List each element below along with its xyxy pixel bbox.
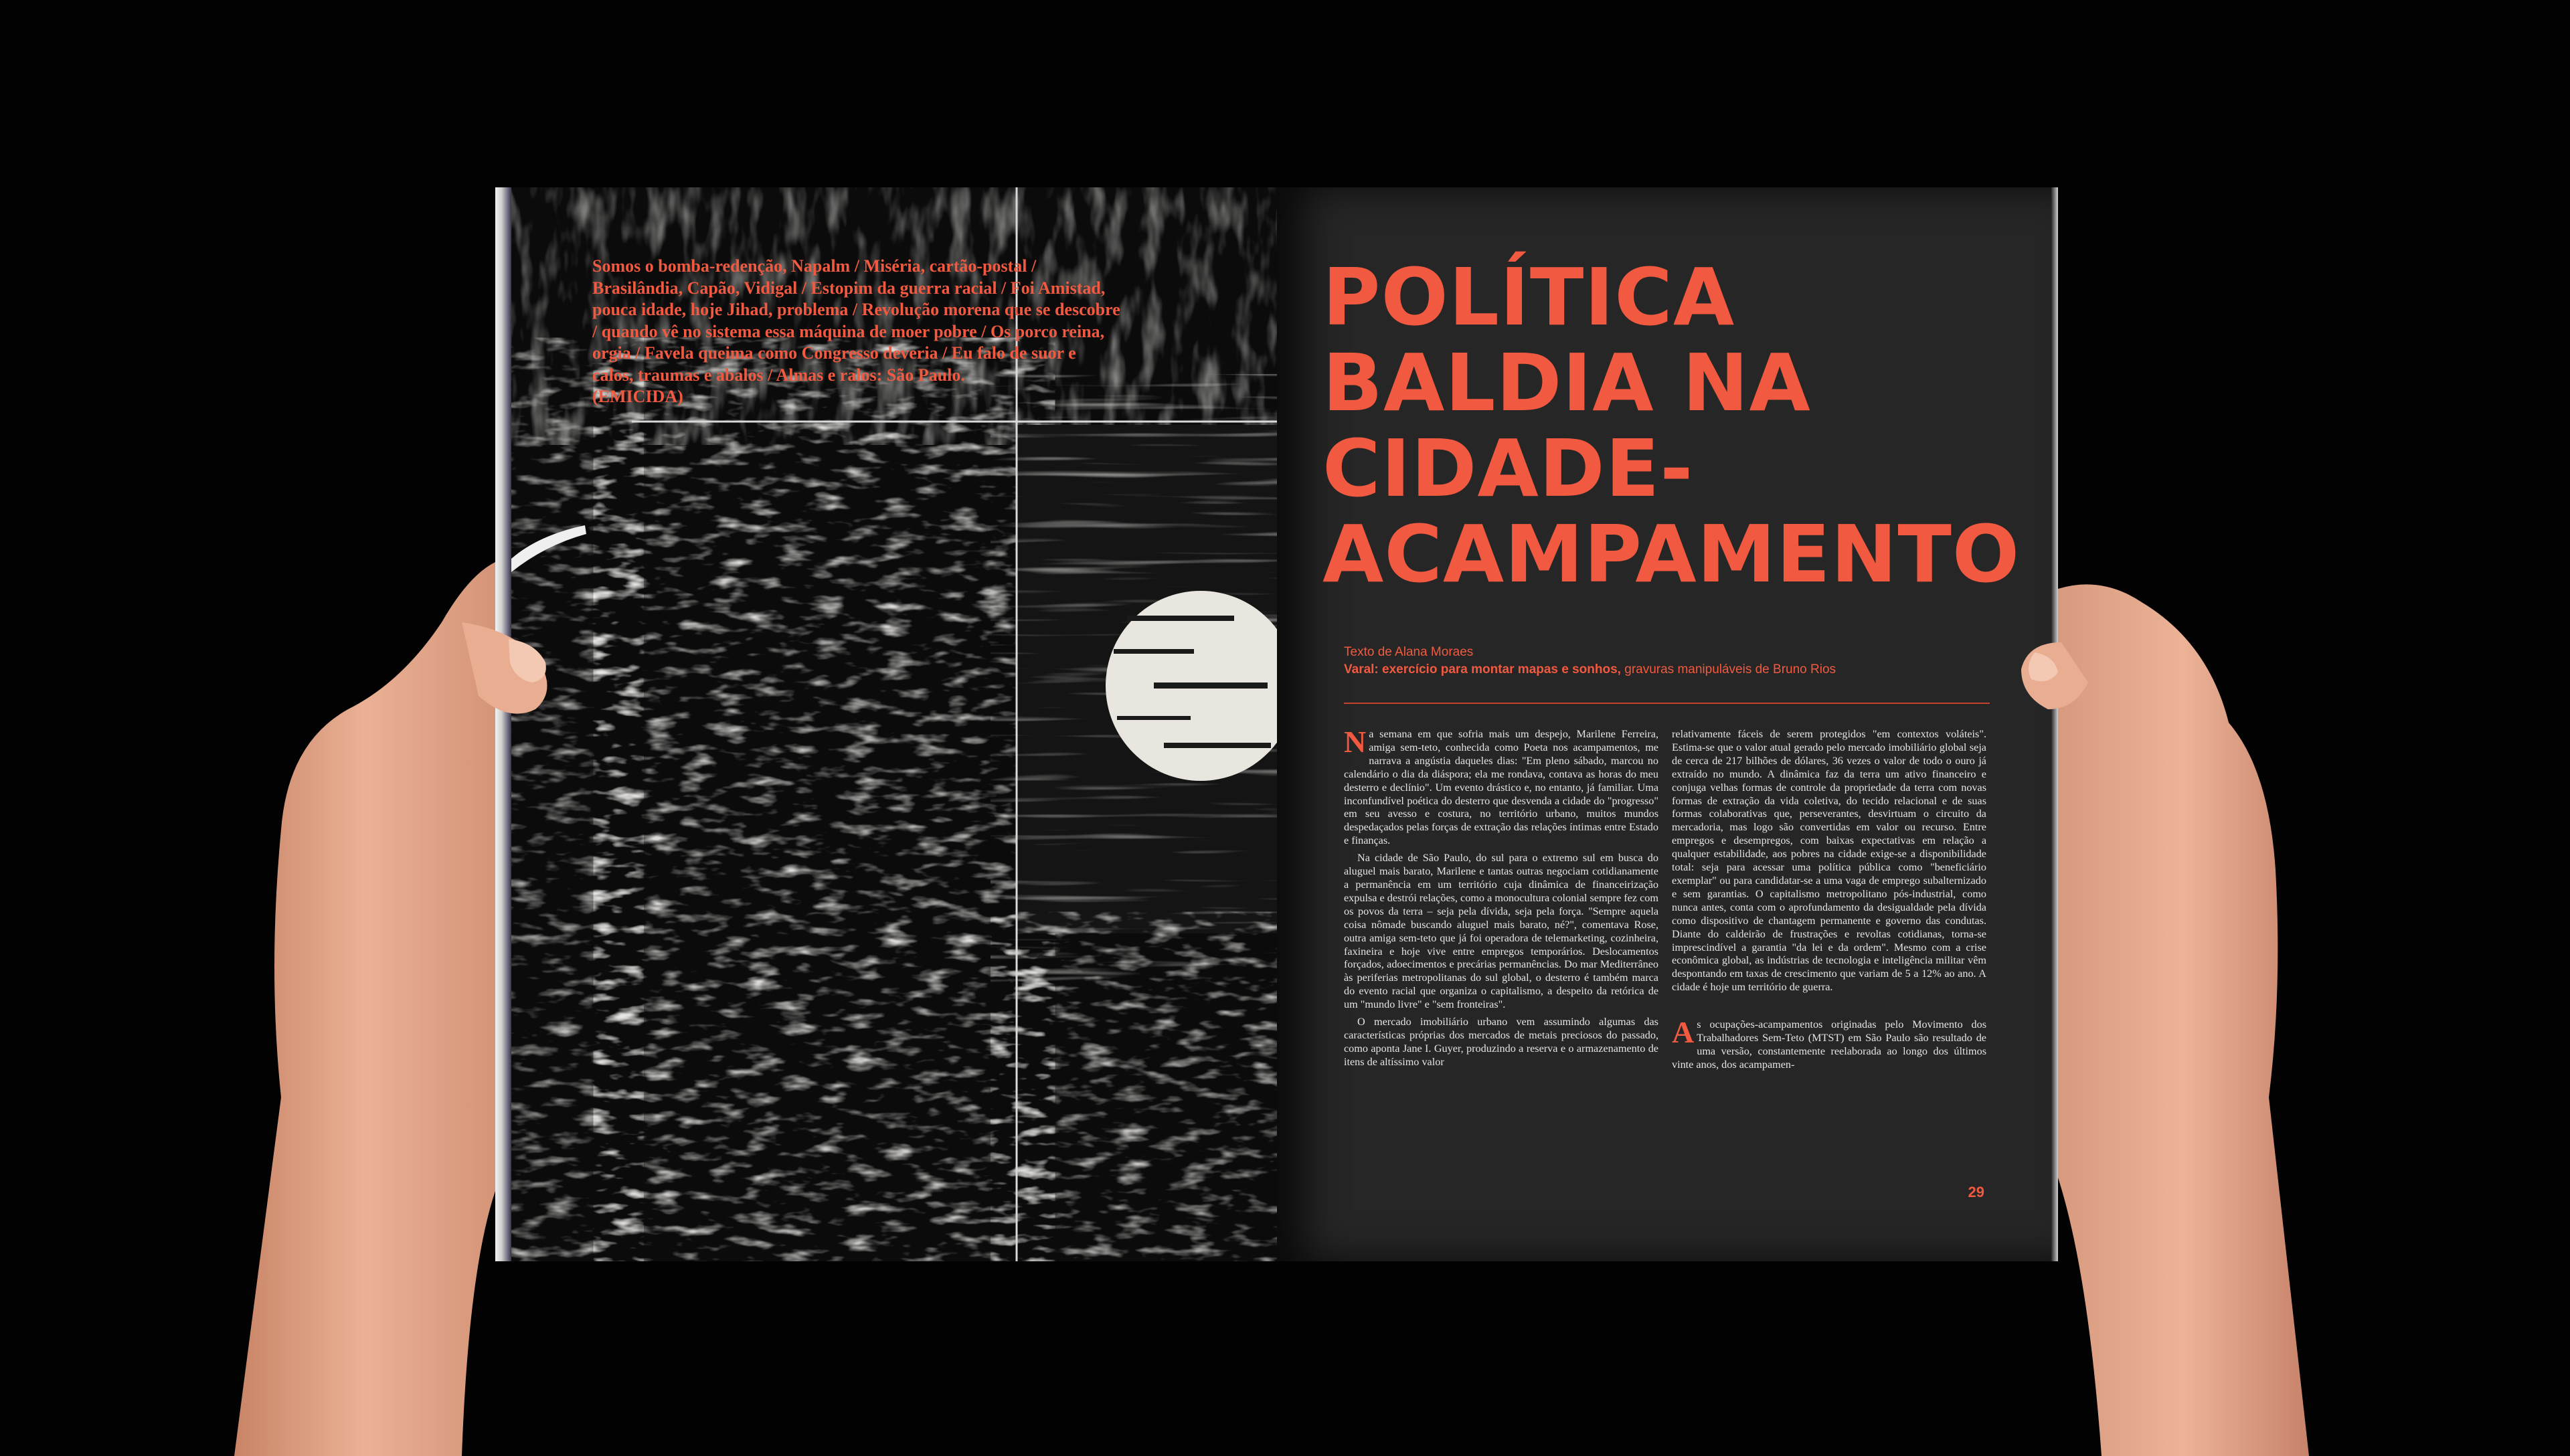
poem-line: calos, traumas e abalos / Almas e ralos: São Paulo. (592, 365, 965, 385)
paragraph: O mercado imobiliário urbano vem assumindo algumas das características próprias dos mercados de metais preciosos do passado, como aponta Jane I. Guyer, produzindo a reserva e o armazenamento de itens de altíssimo valor (1344, 1016, 1658, 1068)
title-line: BALDIA NA (1322, 337, 1811, 429)
poem-line: Somos o bomba-redenção, Napalm / Miséria, cartão-postal / (592, 256, 1037, 276)
artwork-series: Varal: exercício para montar mapas e sonhos, (1344, 662, 1621, 676)
drop-cap: A (1672, 1015, 1695, 1050)
title-line: ACAMPAMENTO (1322, 508, 2021, 600)
paragraph: relativamente fáceis de serem protegidos "em contextos voláteis". Estima-se que o valor atual gerado pelo mercado imobiliário global seja de cerca de 217 bilhões de dólares, 36 vezes o valor de todo o ouro já extraído no mundo. A dinâmica faz da terra um ativo financeiro e conjuga velhas formas de controle da propriedade da terra com novas formas de extração da vida coletiva, do tecido relacional e de suas formas colaborativas que, perseverantes, desvirtuam o circuito da mercadoria, mas logo são convertidas em valor ou recurso. Entre empregos e desempregos, com baixas expectativas em relação a qualquer estabilidade, aos pobres na cidade exige-se a disponibilidade total: seja para acessar uma política pública como "beneficiário exemplar" ou para candidatar-se a uma vaga de emprego subalternizado e sem garantias. O capitalismo metropolitano pós-industrial, como nunca antes, conta com o aprofundamento da desigualdade pela dívida como dispositivo de chantagem permanente e governo das condutas. Diante do caldeirão de frustrações e revoltas cotidianas, torna-se imprescindível a garantia "da lei e da ordem". Mesmo com a crise econômica global, as indústrias de tecnologia e inteligência militar vêm despontando em taxas de crescimento que variam de 5 a 12% ao ano. A cidade é hoje um território de guerra. (1672, 728, 1986, 994)
right-hand (2021, 584, 2309, 1456)
poem-line: pouca idade, hoje Jihad, problema / Revolução morena que se descobre (592, 300, 1120, 319)
poem-author: (EMICIDA) (592, 387, 683, 406)
page-number: 29 (1968, 1184, 1984, 1200)
title-line: CIDADE- (1322, 422, 1694, 515)
paragraph-text: a semana em que sofria mais um despejo, Marilene Ferreira, amiga sem-teto, conhecida como Poeta nos acampamentos, me narrava a angústia daqueles dias: "Em pleno sábado, marcou no calendário o dia da diáspora; ela me rondava, contava as horas do meu desterro e declínio". Um evento drástico e, no entanto, já familiar. Uma inconfundível poética do desterro que desvenda a cidade do "progresso" em seu avesso e costura, no território urbano, muitos mundos despedaçados pelas forças de extração das relações íntimas entre Estado e finanças. (1344, 728, 1658, 847)
paragraph-text: s ocupações-acampamentos originadas pelo Movimento dos Trabalhadores Sem-Teto (MTST) em São Paulo são resultado de uma versão, constantemente reelaborada ao longo dos últimos vinte anos, dos acampamen- (1672, 1018, 1986, 1071)
left-hand (234, 562, 547, 1456)
artwork-artist: gravuras manipuláveis de Bruno Rios (1620, 662, 1836, 676)
poem-line: orgia / Favela queima como Congresso deveria / Eu falo de suor e (592, 343, 1076, 363)
poem-line: Brasilândia, Capão, Vidigal / Estopim da guerra racial / Foi Amistad, (592, 278, 1106, 298)
author-credit: Texto de Alana Moraes (1344, 645, 1474, 659)
paragraph: Na cidade de São Paulo, do sul para o extremo sul em busca do aluguel mais barato, Marilene e tantas outras negociam cotidianamente a permanência em um território cuja dinâmica de financeirização expulsa e destrói relações, como a monocultura colonial sempre fez com os povos da terra – seja pela dívida, seja pela força. "Sempre aquela coisa nômade buscando aluguel mais barato, né?", comentava Rose, outra amiga sem-teto que já foi operadora de telemarketing, cozinheira, faxineira e hoje vive entre empregos temporários. Deslocamentos forçados, adoecimentos e precárias permanências. Do mar Mediterrâneo às periferias metropolitanas do sul global, o desterro é também marca do evento racial que organiza o capitalismo, a despeito da retórica de um "mundo livre" e "sem fronteiras". (1344, 852, 1658, 1011)
drop-cap: N (1344, 725, 1367, 759)
title-line: POLÍTICA (1322, 251, 1735, 343)
poem-line: / quando vê no sistema essa máquina de moer pobre / Os porco reina, (592, 321, 1105, 341)
